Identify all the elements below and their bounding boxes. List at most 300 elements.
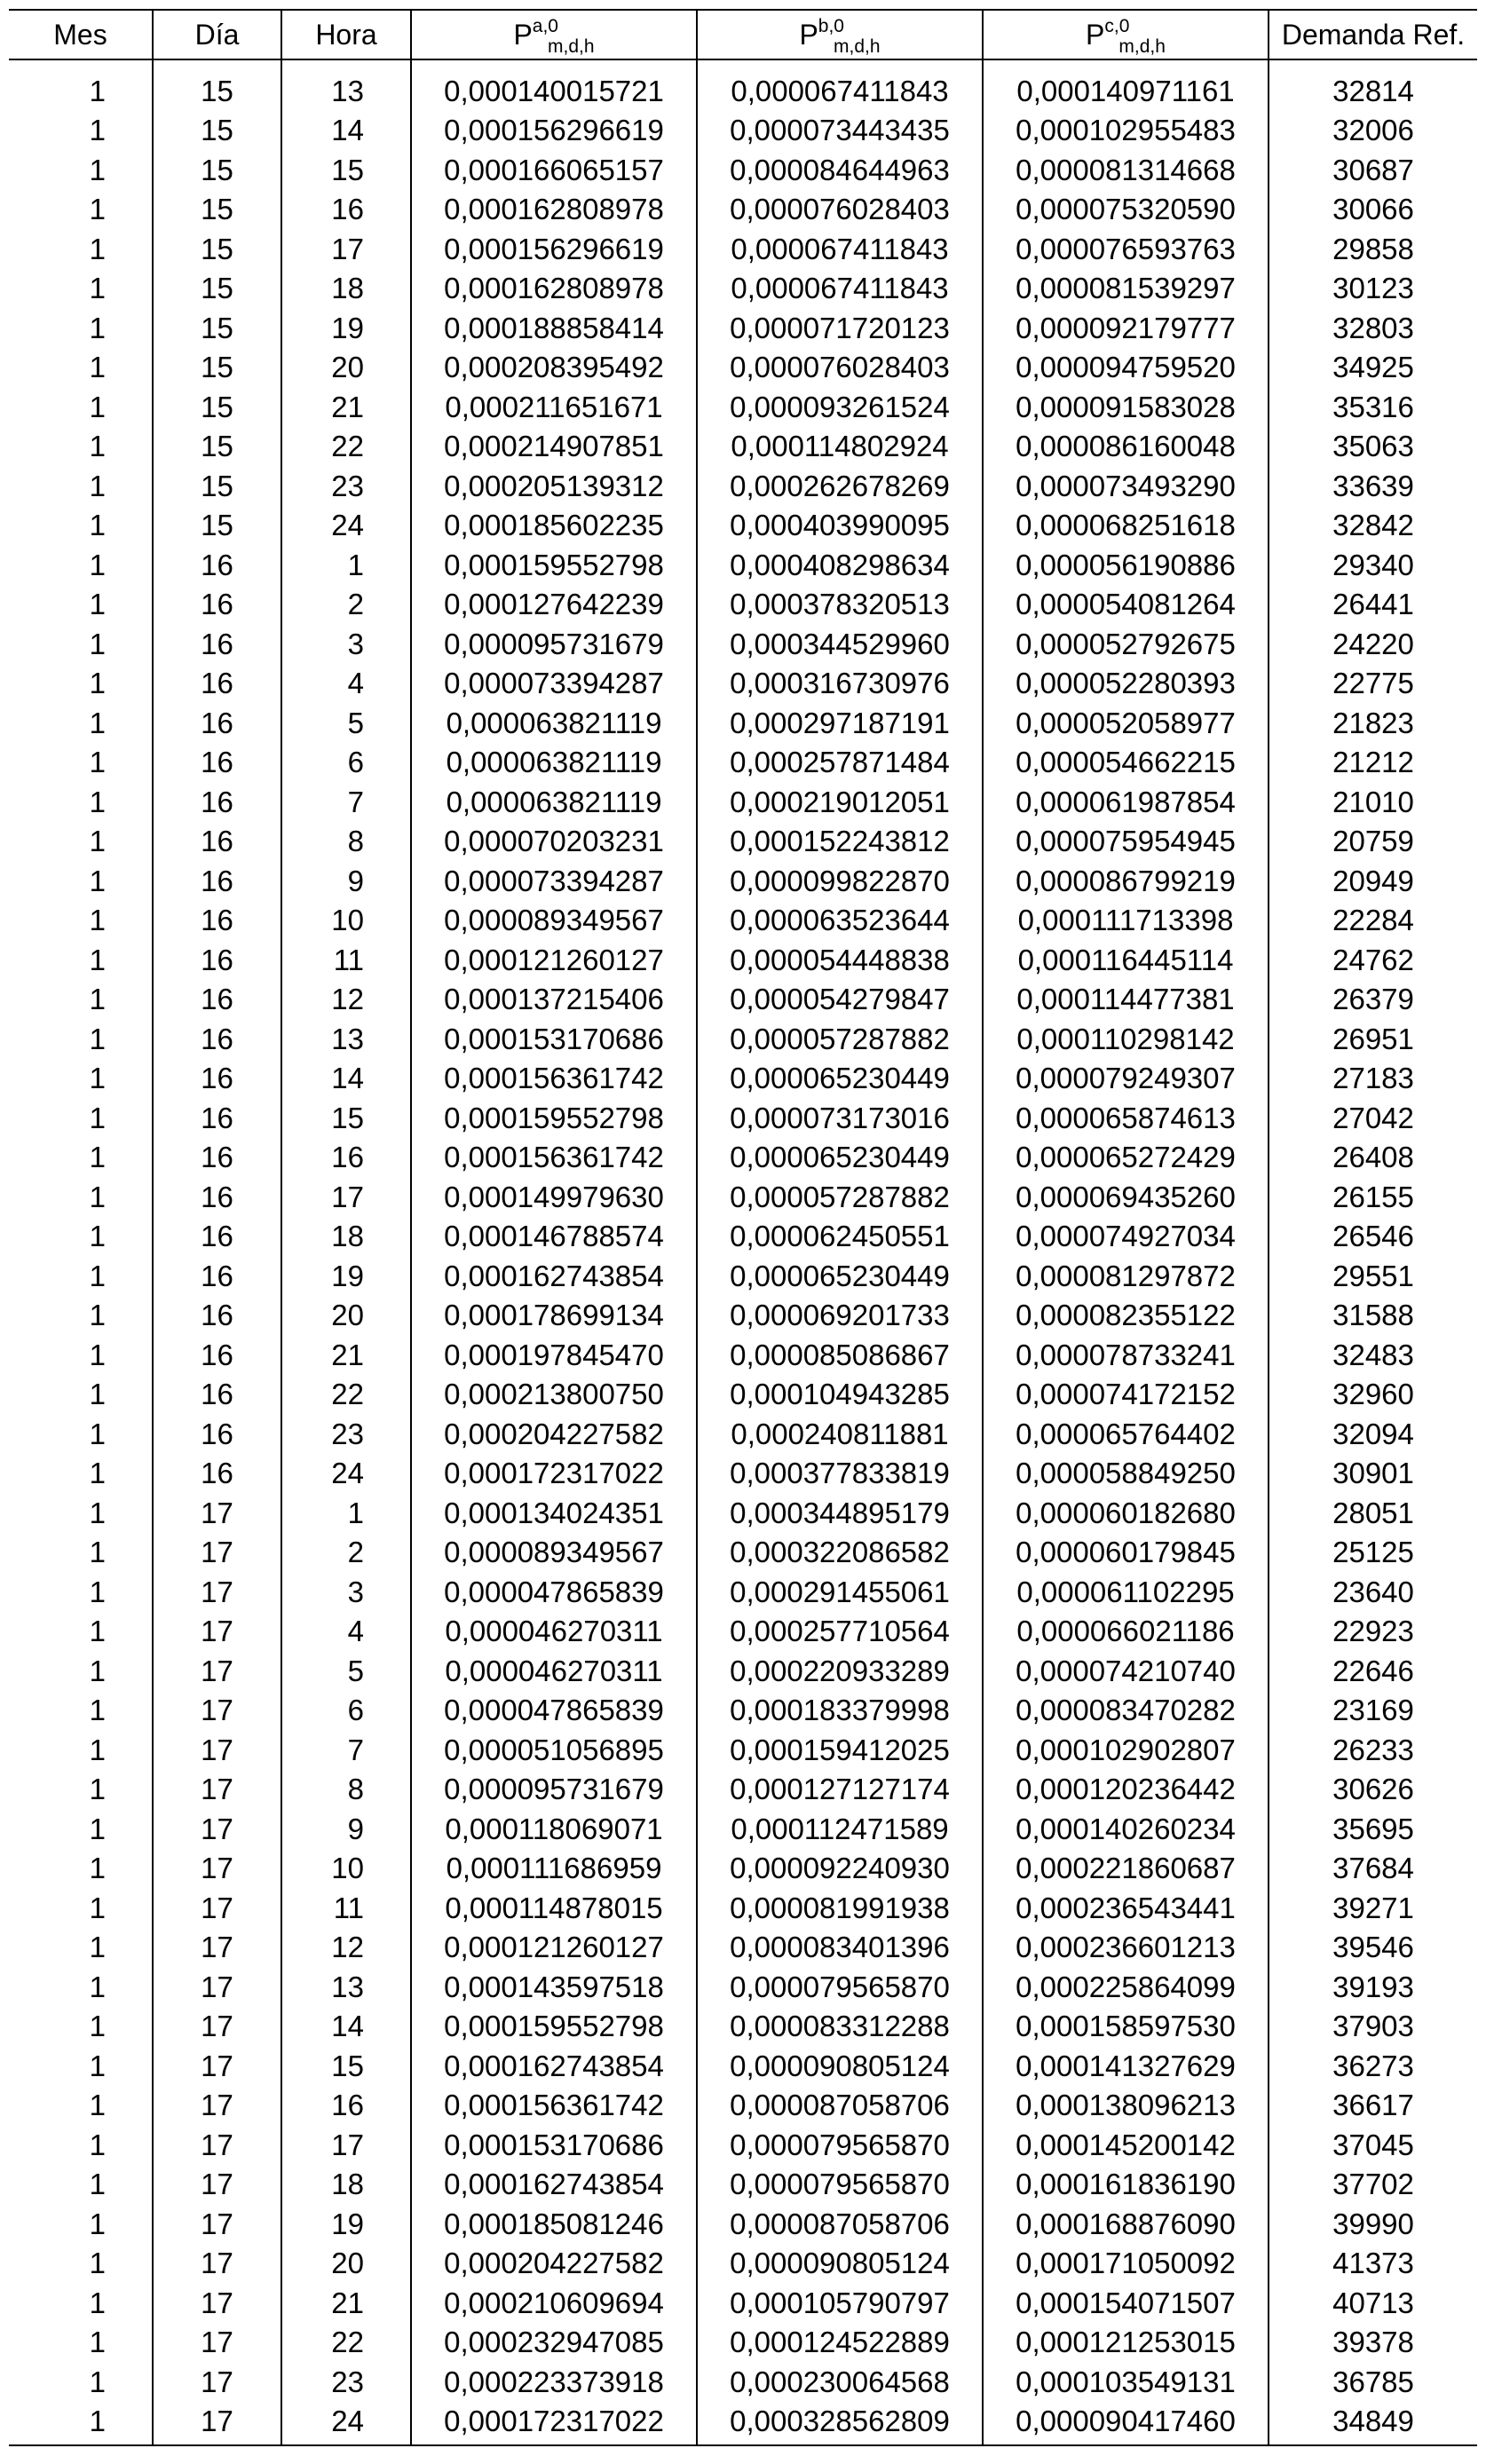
cell-mes: 1	[89, 2207, 106, 2240]
cell-mes: 1	[89, 1101, 106, 1134]
cell-mes: 1	[89, 232, 106, 265]
cell-pb: 0,000065230449	[697, 1138, 983, 1178]
cell-mes: 1	[89, 351, 106, 384]
table-row	[9, 1651, 1477, 1691]
cell-mes: 1	[89, 1773, 106, 1806]
cell-hora: 24	[281, 506, 411, 546]
header-p-b-sup: b,0	[818, 15, 844, 36]
cell-pb: 0,000081991938	[697, 1888, 983, 1928]
table-row	[9, 1454, 1477, 1494]
cell-hora: 22	[281, 427, 411, 467]
cell-dem: 30626	[1269, 1770, 1477, 1810]
cell-dia: 17	[153, 1691, 281, 1731]
cell-hora: 10	[281, 901, 411, 941]
table-row	[9, 1177, 1477, 1217]
cell-pb: 0,000065230449	[697, 1059, 983, 1099]
cell-pa: 0,000153170686	[411, 1019, 697, 1059]
cell-mes: 1	[89, 2128, 106, 2161]
cell-dem: 22923	[1269, 1612, 1477, 1652]
cell-mes: 1	[89, 153, 106, 186]
cell-dem: 20759	[1269, 822, 1477, 862]
table-row	[9, 2125, 1477, 2165]
table-row	[9, 664, 1477, 704]
cell-dia: 17	[153, 1533, 281, 1573]
cell-pc: 0,000060179845	[983, 1533, 1269, 1573]
cell-pb: 0,000114802924	[697, 427, 983, 467]
table-row	[9, 1098, 1477, 1138]
cell-pc: 0,000065764402	[983, 1414, 1269, 1454]
cell-pc: 0,000074210740	[983, 1651, 1269, 1691]
cell-dem: 32842	[1269, 506, 1477, 546]
cell-pa: 0,000070203231	[411, 822, 697, 862]
cell-mes: 1	[89, 1654, 106, 1687]
header-p-c-base: P	[1086, 18, 1105, 51]
cell-dem: 35695	[1269, 1809, 1477, 1849]
cell-hora: 13	[281, 1019, 411, 1059]
cell-mes: 1	[89, 469, 106, 502]
cell-dia: 17	[153, 2086, 281, 2126]
table-row	[9, 387, 1477, 427]
cell-pb: 0,000067411843	[697, 59, 983, 111]
cell-pb: 0,000069201733	[697, 1296, 983, 1336]
cell-mes: 1	[89, 74, 106, 107]
cell-pa: 0,000046270311	[411, 1651, 697, 1691]
table-row	[9, 624, 1477, 664]
header-p-b-sub: m,d,h	[834, 36, 881, 57]
cell-dem: 27042	[1269, 1098, 1477, 1138]
cell-pa: 0,000047865839	[411, 1572, 697, 1612]
cell-mes: 1	[89, 2049, 106, 2082]
cell-pa: 0,000232947085	[411, 2323, 697, 2363]
cell-pb: 0,000316730976	[697, 664, 983, 704]
cell-dem: 21010	[1269, 782, 1477, 822]
cell-dem: 25125	[1269, 1533, 1477, 1573]
cell-dia: 17	[153, 1572, 281, 1612]
cell-hora: 19	[281, 1256, 411, 1296]
cell-pb: 0,000067411843	[697, 269, 983, 309]
cell-hora: 17	[281, 1177, 411, 1217]
cell-dia: 15	[153, 150, 281, 190]
cell-pc: 0,000141327629	[983, 2046, 1269, 2086]
table-row	[9, 1928, 1477, 1968]
cell-pc: 0,000065272429	[983, 1138, 1269, 1178]
table-row	[9, 1493, 1477, 1533]
cell-dia: 15	[153, 387, 281, 427]
cell-pa: 0,000178699134	[411, 1296, 697, 1336]
cell-pb: 0,000083312288	[697, 2007, 983, 2047]
cell-pb: 0,000124522889	[697, 2323, 983, 2363]
cell-pa: 0,000208395492	[411, 348, 697, 388]
cell-pa: 0,000063821119	[411, 703, 697, 743]
cell-pa: 0,000095731679	[411, 1770, 697, 1810]
cell-pc: 0,000068251618	[983, 506, 1269, 546]
cell-dia: 17	[153, 2165, 281, 2205]
cell-pb: 0,000230064568	[697, 2362, 983, 2402]
cell-mes: 1	[89, 1852, 106, 1885]
cell-dia: 16	[153, 743, 281, 783]
header-p-b-base: P	[799, 18, 818, 51]
cell-pc: 0,000075320590	[983, 190, 1269, 230]
cell-mes: 1	[89, 193, 106, 226]
table-row	[9, 1217, 1477, 1257]
cell-pc: 0,000061102295	[983, 1572, 1269, 1612]
cell-dia: 16	[153, 1414, 281, 1454]
cell-mes: 1	[89, 1891, 106, 1924]
cell-pc: 0,000225864099	[983, 1967, 1269, 2007]
cell-pa: 0,000185081246	[411, 2204, 697, 2244]
cell-mes: 1	[89, 864, 106, 897]
cell-dia: 16	[153, 1019, 281, 1059]
cell-dia: 17	[153, 2402, 281, 2446]
table-row	[9, 427, 1477, 467]
table-row	[9, 466, 1477, 506]
cell-pa: 0,000140015721	[411, 59, 697, 111]
cell-dia: 16	[153, 1098, 281, 1138]
cell-pa: 0,000156296619	[411, 111, 697, 151]
cell-dia: 17	[153, 2244, 281, 2284]
cell-hora: 14	[281, 111, 411, 151]
cell-mes: 1	[89, 1536, 106, 1569]
cell-dia: 16	[153, 782, 281, 822]
table-row	[9, 506, 1477, 546]
cell-dia: 16	[153, 940, 281, 980]
cell-mes: 1	[89, 825, 106, 858]
cell-hora: 20	[281, 348, 411, 388]
cell-pc: 0,000145200142	[983, 2125, 1269, 2165]
table-row	[9, 1612, 1477, 1652]
cell-hora: 21	[281, 387, 411, 427]
cell-mes: 1	[89, 1615, 106, 1648]
header-mes: Mes	[9, 10, 153, 59]
cell-pa: 0,000185602235	[411, 506, 697, 546]
cell-dem: 39378	[1269, 2323, 1477, 2363]
cell-pc: 0,000140971161	[983, 59, 1269, 111]
cell-dia: 17	[153, 2362, 281, 2402]
cell-dia: 16	[153, 664, 281, 704]
cell-hora: 24	[281, 2402, 411, 2446]
table-row	[9, 1888, 1477, 1928]
cell-dia: 15	[153, 59, 281, 111]
cell-pa: 0,000047865839	[411, 1691, 697, 1731]
cell-hora: 14	[281, 1059, 411, 1099]
cell-dem: 37702	[1269, 2165, 1477, 2205]
cell-pb: 0,000220933289	[697, 1651, 983, 1691]
table-row	[9, 782, 1477, 822]
cell-dem: 30901	[1269, 1454, 1477, 1494]
table-row	[9, 1059, 1477, 1099]
cell-pb: 0,000408298634	[697, 545, 983, 585]
cell-pb: 0,000073443435	[697, 111, 983, 151]
cell-mes: 1	[89, 1417, 106, 1450]
cell-pb: 0,000183379998	[697, 1691, 983, 1731]
cell-pb: 0,000076028403	[697, 348, 983, 388]
cell-dem: 39546	[1269, 1928, 1477, 1968]
cell-hora: 15	[281, 1098, 411, 1138]
cell-dia: 16	[153, 861, 281, 901]
cell-pa: 0,000156296619	[411, 229, 697, 269]
cell-dia: 16	[153, 1335, 281, 1375]
cell-pc: 0,000069435260	[983, 1177, 1269, 1217]
cell-dia: 15	[153, 506, 281, 546]
cell-mes: 1	[89, 785, 106, 818]
cell-pc: 0,000066021186	[983, 1612, 1269, 1652]
table-row	[9, 2204, 1477, 2244]
table-row	[9, 940, 1477, 980]
cell-dem: 26408	[1269, 1138, 1477, 1178]
cell-mes: 1	[89, 2286, 106, 2319]
cell-dem: 37684	[1269, 1849, 1477, 1889]
cell-dia: 15	[153, 190, 281, 230]
cell-pc: 0,000081314668	[983, 150, 1269, 190]
cell-pa: 0,000162808978	[411, 190, 697, 230]
cell-pb: 0,000054448838	[697, 940, 983, 980]
cell-pb: 0,000090805124	[697, 2244, 983, 2284]
cell-mes: 1	[89, 1457, 106, 1490]
cell-mes: 1	[89, 1062, 106, 1095]
cell-dia: 15	[153, 348, 281, 388]
cell-dem: 31588	[1269, 1296, 1477, 1336]
table-row	[9, 1019, 1477, 1059]
cell-mes: 1	[89, 390, 106, 423]
table-row	[9, 1809, 1477, 1849]
cell-pa: 0,000114878015	[411, 1888, 697, 1928]
cell-dia: 17	[153, 2204, 281, 2244]
cell-hora: 11	[281, 940, 411, 980]
cell-mes: 1	[89, 2168, 106, 2201]
cell-pb: 0,000240811881	[697, 1414, 983, 1454]
table-row	[9, 150, 1477, 190]
cell-dia: 16	[153, 1454, 281, 1494]
table-row	[9, 308, 1477, 348]
cell-dem: 22646	[1269, 1651, 1477, 1691]
cell-mes: 1	[89, 2326, 106, 2359]
cell-pa: 0,000162743854	[411, 1256, 697, 1296]
cell-dem: 39271	[1269, 1888, 1477, 1928]
cell-dia: 16	[153, 624, 281, 664]
cell-pb: 0,000084644963	[697, 150, 983, 190]
cell-pb: 0,000057287882	[697, 1019, 983, 1059]
cell-pa: 0,000159552798	[411, 2007, 697, 2047]
cell-hora: 18	[281, 1217, 411, 1257]
table-row	[9, 2165, 1477, 2205]
cell-hora: 20	[281, 1296, 411, 1336]
cell-dem: 20949	[1269, 861, 1477, 901]
cell-pa: 0,000134024351	[411, 1493, 697, 1533]
cell-pb: 0,000322086582	[697, 1533, 983, 1573]
cell-dem: 39193	[1269, 1967, 1477, 2007]
cell-dem: 30687	[1269, 150, 1477, 190]
table-row	[9, 545, 1477, 585]
table-row	[9, 59, 1477, 111]
cell-dia: 17	[153, 1770, 281, 1810]
cell-pc: 0,000074927034	[983, 1217, 1269, 1257]
cell-dia: 16	[153, 545, 281, 585]
cell-pc: 0,000154071507	[983, 2283, 1269, 2323]
cell-mes: 1	[89, 1141, 106, 1174]
cell-dem: 26155	[1269, 1177, 1477, 1217]
cell-dem: 27183	[1269, 1059, 1477, 1099]
cell-mes: 1	[89, 430, 106, 463]
cell-pc: 0,000171050092	[983, 2244, 1269, 2284]
cell-hora: 22	[281, 1375, 411, 1415]
cell-dem: 36617	[1269, 2086, 1477, 2126]
table-row	[9, 2046, 1477, 2086]
cell-pa: 0,000121260127	[411, 1928, 697, 1968]
cell-pa: 0,000214907851	[411, 427, 697, 467]
cell-hora: 19	[281, 2204, 411, 2244]
table-row	[9, 822, 1477, 862]
cell-dia: 17	[153, 1928, 281, 1968]
cell-mes: 1	[89, 746, 106, 779]
cell-mes: 1	[89, 548, 106, 581]
cell-mes: 1	[89, 2365, 106, 2398]
cell-pa: 0,000188858414	[411, 308, 697, 348]
cell-pc: 0,000073493290	[983, 466, 1269, 506]
table-row	[9, 1849, 1477, 1889]
cell-hora: 21	[281, 1335, 411, 1375]
cell-pc: 0,000138096213	[983, 2086, 1269, 2126]
cell-mes: 1	[89, 2010, 106, 2043]
cell-hora: 5	[281, 703, 411, 743]
cell-pa: 0,000153170686	[411, 2125, 697, 2165]
table-row	[9, 2007, 1477, 2047]
cell-mes: 1	[89, 667, 106, 700]
cell-pa: 0,000137215406	[411, 980, 697, 1020]
table-row	[9, 1414, 1477, 1454]
cell-pc: 0,000114477381	[983, 980, 1269, 1020]
header-p-a	[411, 10, 697, 59]
cell-mes: 1	[89, 509, 106, 542]
table-row	[9, 269, 1477, 309]
cell-pc: 0,000158597530	[983, 2007, 1269, 2047]
cell-pc: 0,000094759520	[983, 348, 1269, 388]
cell-hora: 21	[281, 2283, 411, 2323]
cell-dia: 16	[153, 1177, 281, 1217]
cell-mes: 1	[89, 114, 106, 147]
header-row	[9, 10, 1477, 59]
cell-hora: 2	[281, 1533, 411, 1573]
cell-pa: 0,000063821119	[411, 782, 697, 822]
demand-profile-table	[9, 9, 1477, 2446]
cell-pa: 0,000205139312	[411, 466, 697, 506]
cell-dem: 34849	[1269, 2402, 1477, 2446]
cell-dia: 17	[153, 2323, 281, 2363]
cell-pa: 0,000159552798	[411, 1098, 697, 1138]
cell-pb: 0,000105790797	[697, 2283, 983, 2323]
table-row	[9, 1296, 1477, 1336]
cell-pb: 0,000063523644	[697, 901, 983, 941]
document-page	[9, 9, 1477, 2446]
cell-dem: 34925	[1269, 348, 1477, 388]
table-row	[9, 743, 1477, 783]
cell-pc: 0,000074172152	[983, 1375, 1269, 1415]
cell-mes: 1	[89, 1733, 106, 1766]
cell-pb: 0,000062450551	[697, 1217, 983, 1257]
cell-mes: 1	[89, 1299, 106, 1332]
table-row	[9, 1335, 1477, 1375]
header-p-c	[983, 10, 1269, 59]
cell-pa: 0,000166065157	[411, 150, 697, 190]
cell-pa: 0,000146788574	[411, 1217, 697, 1257]
cell-pc: 0,000054081264	[983, 585, 1269, 625]
cell-pc: 0,000102955483	[983, 111, 1269, 151]
cell-pa: 0,000111686959	[411, 1849, 697, 1889]
table-row	[9, 2283, 1477, 2323]
cell-dia: 17	[153, 1888, 281, 1928]
header-demanda: Demanda Ref.	[1269, 10, 1477, 59]
cell-pc: 0,000236543441	[983, 1888, 1269, 1928]
cell-dem: 32960	[1269, 1375, 1477, 1415]
cell-dem: 40713	[1269, 2283, 1477, 2323]
cell-pb: 0,000079565870	[697, 1967, 983, 2007]
cell-mes: 1	[89, 706, 106, 739]
table-row	[9, 111, 1477, 151]
table-row	[9, 1967, 1477, 2007]
cell-mes: 1	[89, 983, 106, 1016]
cell-pb: 0,000291455061	[697, 1572, 983, 1612]
cell-dia: 17	[153, 1849, 281, 1889]
table-row	[9, 348, 1477, 388]
cell-dem: 33639	[1269, 466, 1477, 506]
cell-hora: 16	[281, 190, 411, 230]
cell-dem: 22775	[1269, 664, 1477, 704]
cell-hora: 2	[281, 585, 411, 625]
cell-hora: 8	[281, 822, 411, 862]
cell-pc: 0,000102902807	[983, 1730, 1269, 1770]
cell-hora: 9	[281, 861, 411, 901]
cell-dem: 26233	[1269, 1730, 1477, 1770]
cell-mes: 1	[89, 943, 106, 976]
cell-dia: 17	[153, 1730, 281, 1770]
cell-pc: 0,000121253015	[983, 2323, 1269, 2363]
cell-pc: 0,000092179777	[983, 308, 1269, 348]
cell-pc: 0,000056190886	[983, 545, 1269, 585]
cell-hora: 15	[281, 2046, 411, 2086]
cell-pa: 0,000156361742	[411, 2086, 697, 2126]
cell-mes: 1	[89, 2089, 106, 2122]
cell-mes: 1	[89, 1259, 106, 1292]
cell-dia: 17	[153, 1651, 281, 1691]
table-row	[9, 2086, 1477, 2126]
cell-pa: 0,000162808978	[411, 269, 697, 309]
cell-pc: 0,000091583028	[983, 387, 1269, 427]
cell-hora: 4	[281, 664, 411, 704]
cell-dem: 37045	[1269, 2125, 1477, 2165]
cell-pb: 0,000087058706	[697, 2204, 983, 2244]
cell-pc: 0,000090417460	[983, 2402, 1269, 2446]
table-row	[9, 2244, 1477, 2284]
cell-pa: 0,000162743854	[411, 2046, 697, 2086]
cell-hora: 3	[281, 624, 411, 664]
cell-hora: 19	[281, 308, 411, 348]
cell-pc: 0,000075954945	[983, 822, 1269, 862]
cell-mes: 1	[89, 588, 106, 621]
cell-dia: 16	[153, 1217, 281, 1257]
cell-pa: 0,000089349567	[411, 901, 697, 941]
header-hora: Hora	[281, 10, 411, 59]
cell-pb: 0,000087058706	[697, 2086, 983, 2126]
table-row	[9, 901, 1477, 941]
cell-dem: 39990	[1269, 2204, 1477, 2244]
cell-dem: 21212	[1269, 743, 1477, 783]
cell-pa: 0,000156361742	[411, 1138, 697, 1178]
cell-mes: 1	[89, 904, 106, 937]
cell-hora: 18	[281, 269, 411, 309]
cell-dem: 37903	[1269, 2007, 1477, 2047]
cell-pc: 0,000103549131	[983, 2362, 1269, 2402]
cell-pb: 0,000057287882	[697, 1177, 983, 1217]
cell-pb: 0,000377833819	[697, 1454, 983, 1494]
